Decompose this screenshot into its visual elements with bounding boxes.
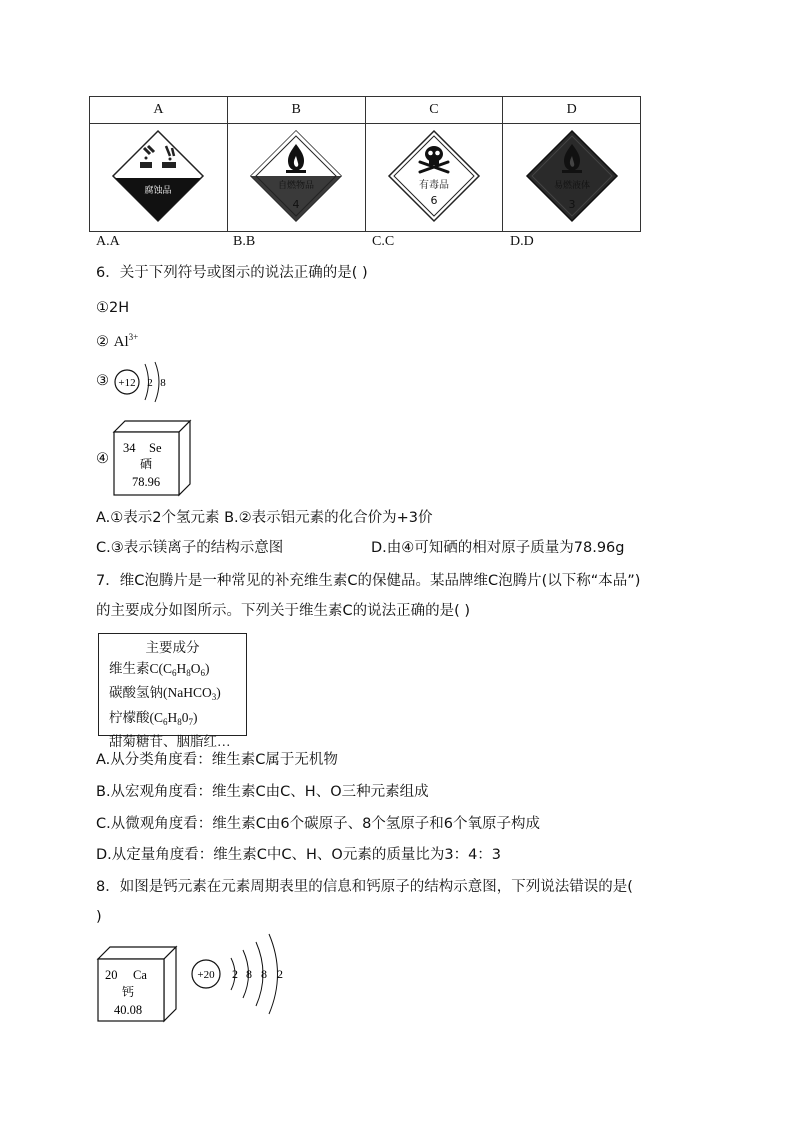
q6-option-c[interactable]: C.③表示镁离子的结构示意图 [96,540,284,556]
q5-option-b[interactable]: B.B [233,234,256,249]
corrosive-sign [110,128,206,224]
shell-electrons-1: 2 [147,377,153,389]
hazard-sign-table [89,96,641,232]
ca-shell-electrons-1: 2 [232,967,238,981]
q6-option-d[interactable]: D.由④可知硒的相对原子质量为78.96g [371,540,625,556]
ingredient-citric-acid: 柠檬酸$(C_6H_80_7)$ [109,709,198,727]
header-a: A [90,97,228,124]
sign-cell-a [90,124,228,232]
sign-b-number: 4 [292,197,300,211]
ca-mass: 40.08 [113,1003,143,1017]
ingredients-title: 主要成分 [145,640,200,655]
se-name: 硒 [139,457,153,471]
q5-option-c[interactable]: C.C [372,234,395,249]
sign-cell-c [365,124,503,232]
sign-cell-d [503,124,641,232]
q8-stem-line-1: 8．如图是钙元素在元素周期表里的信息和钙原子的结构示意图，下列说法错误的是( [96,879,633,895]
aluminum-ion-symbol [114,334,139,350]
magnesium-structure-diagram [112,356,172,408]
sign-c-number: 6 [430,193,438,207]
q6-item-1: ①2H [96,300,130,316]
q7-stem-line-1: 7．维C泡腾片是一种常见的补充维生素C的保健品。某品牌维C泡腾片(以下称“本品”) [96,573,641,589]
header-b: B [227,97,365,124]
q7-option-d[interactable]: D.从定量角度看：维生素C中C、H、O元素的质量比为3：4：3 [96,847,502,863]
se-atomic-number: 34 [123,441,136,455]
q6-item-2-prefix: ② [96,334,109,350]
q8-stem-line-2: ) [96,909,102,925]
q6-option-ab[interactable]: A.①表示2个氢元素 B.②表示铝元素的化合价为+3价 [96,510,433,526]
se-symbol: Se [149,441,162,455]
sign-cell-b [227,124,365,232]
ca-shell-electrons-3: 8 [261,967,267,981]
ca-shell-electrons-2: 8 [246,967,252,981]
ingredient-vitamin-c: 维生素$C(C_6H_8O_6)$ [109,660,210,678]
sign-d-number: 3 [568,197,576,211]
q7-stem-line-2: 的主要成分如图所示。下列关于维生素C的说法正确的是( ) [96,603,471,619]
sign-d-label: 易燃液体 [553,180,590,191]
ca-atomic-number: 20 [105,968,118,982]
shell-electrons-2: 8 [160,377,166,389]
ingredient-others: 甜菊糖苷、胭脂红… [109,734,231,749]
sign-a-label: 腐蚀品 [144,185,172,196]
q7-option-c[interactable]: C.从微观角度看：维生素C由6个碳原子、8个氢原子和6个氧原子构成 [96,816,541,832]
ingredient-sodium-bicarbonate: 碳酸氢钠(NaHCO$_3$) [109,685,221,702]
q6-stem: 6．关于下列符号或图示的说法正确的是( ) [96,265,368,281]
nucleus-charge: +12 [118,377,136,389]
spontaneous-combustion-sign [248,128,344,224]
shell-arc-2 [155,362,159,402]
q5-option-a[interactable]: A.A [96,234,120,249]
se-mass: 78.96 [131,475,161,489]
q6-item-4-prefix: ④ [96,451,109,467]
q7-option-a[interactable]: A.从分类角度看：维生素C属于无机物 [96,752,338,768]
ca-name: 钙 [121,985,135,999]
q7-option-b[interactable]: B.从宏观角度看：维生素C由C、H、O三种元素组成 [96,784,429,800]
al-charge: 3+ [128,332,139,342]
al-symbol: Al [113,334,129,350]
ca-shell-electrons-4: 2 [277,967,283,981]
q6-item-3-prefix: ③ [96,373,109,389]
selenium-element-cube [111,418,193,498]
header-c: C [365,97,503,124]
ca-nucleus-charge: +20 [197,969,215,981]
ingredients-box [98,633,247,749]
sign-b-label: 自燃物品 [278,180,315,191]
ca-symbol: Ca [133,968,147,982]
header-d: D [503,97,641,124]
calcium-element-cube [95,944,179,1024]
q5-option-d[interactable]: D.D [510,234,534,249]
calcium-structure-diagram [188,932,298,1016]
flammable-liquid-sign [524,128,620,224]
q6-item-2 [96,327,138,352]
sign-c-label: 有毒品 [418,179,449,191]
toxic-sign [386,128,482,224]
